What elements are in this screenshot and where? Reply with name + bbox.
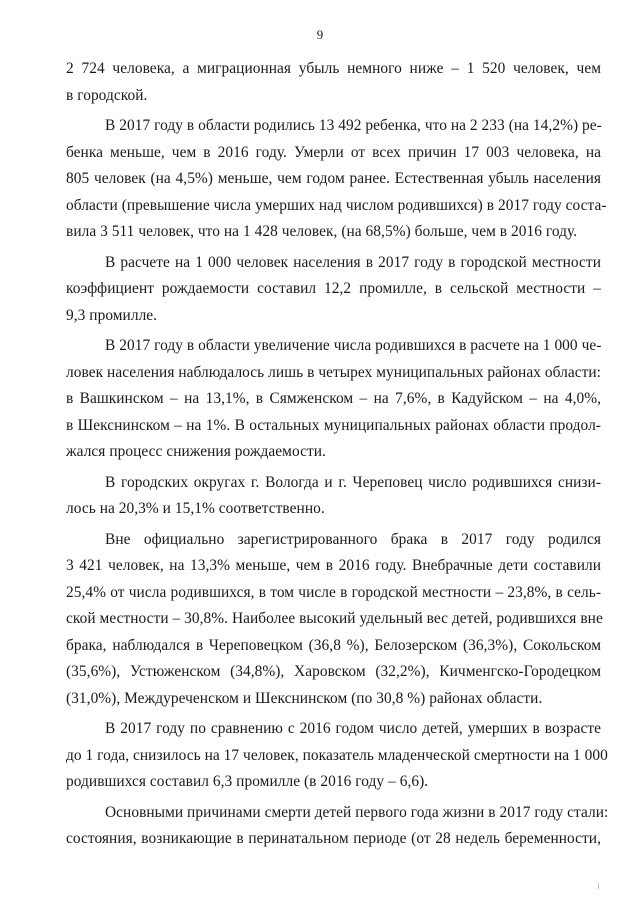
text-line: Основными причинами смерти детей первого года жизни в 2017 году стали: xyxy=(105,803,609,821)
text-line: В городских округах г. Вологда и г. Череповец число родившихся снизи- xyxy=(105,473,601,491)
paragraph xyxy=(66,333,601,466)
text-line: 3 421 человек, на 13,3% меньше, чем в 2016 году. Внебрачные дети составили xyxy=(66,557,601,574)
text-line: В 2017 году в области родились 13 492 ребенка, что на 2 233 (на 14,2%) ре- xyxy=(105,117,602,134)
text-line: области (превышение числа умерших над числом родившихся) в 2017 году соста- xyxy=(66,196,607,214)
paragraph xyxy=(66,56,601,109)
paragraph xyxy=(66,250,601,330)
text-line: в Шекснинском – на 1%. В остальных муниципальных районах области продол- xyxy=(66,416,601,434)
text-line: 9,3 промилле. xyxy=(66,306,158,324)
paragraph xyxy=(66,800,609,853)
text-line: Вне официально зарегистрированного брака в 2017 году родился xyxy=(105,530,601,548)
text-line: (35,6%), Устюженском (34,8%), Харовском (32,2%), Кичменгско-Городецком xyxy=(66,663,601,680)
text-line: состояния, возникающие в перинатальном периоде (от 28 недель беременности, xyxy=(66,830,601,847)
paragraph xyxy=(66,716,608,796)
text-line: ловек населения наблюдалось лишь в четырех муниципальных районах области: xyxy=(66,363,601,381)
text-line: брака, наблюдался в Череповецком (36,8 %), Белозерском (36,3%), Сокольском xyxy=(66,636,601,654)
text-line: ской местности – 30,8%. Наиболее высокий удельный вес детей, родившихся вне xyxy=(66,610,603,627)
text-line: жался процесс снижения рождаемости. xyxy=(66,443,326,460)
paragraph xyxy=(66,113,607,246)
text-line: 805 человек (на 4,5%) меньше, чем годом ранее. Естественная убыль населения xyxy=(66,170,601,187)
text-line: (31,0%), Междуреченском и Шекснинском (по 30,8 %) районах области. xyxy=(66,689,543,707)
text-line: в городской. xyxy=(66,86,148,104)
text-line: В 2017 году в области увеличение числа родившихся в расчете на 1 000 че- xyxy=(105,337,602,354)
text-line: лось на 20,3% и 15,1% соответственно. xyxy=(66,500,325,517)
text-line: бенка меньше, чем в 2016 году. Умерли от всех причин 17 003 человека, на xyxy=(66,143,601,161)
text-line: до 1 года, снизилось на 17 человек, показатель младенческой смертности на 1 000 xyxy=(66,746,608,764)
text-line: В расчете на 1 000 человек населения в 2017 году в городской местности xyxy=(105,253,601,271)
scan-edge-mark xyxy=(598,883,599,889)
text-line: 2 724 человека, а миграционная убыль немного ниже – 1 520 человек, чем xyxy=(66,60,601,77)
text-line: родившихся составил 6,3 промилле (в 2016 году – 6,6). xyxy=(66,773,429,790)
paragraph xyxy=(66,470,601,523)
document-body xyxy=(66,56,609,853)
text-line: В 2017 году по сравнению с 2016 годом число детей, умерших в возрасте xyxy=(105,720,601,737)
text-line: в Вашкинском – на 13,1%, в Сямженском – на 7,6%, в Кадуйском – на 4,0%, xyxy=(66,390,601,407)
text-line: 25,4% от числа родившихся, в том числе в городской местности – 23,8%, в сель- xyxy=(66,583,601,601)
paragraph xyxy=(66,527,601,713)
page-number: 9 xyxy=(316,27,324,42)
text-line: вила 3 511 человек, что на 1 428 человек, (на 68,5%) больше, чем в 2016 году. xyxy=(66,223,578,240)
text-line: коэффициент рождаемости составил 12,2 промилле, в сельской местности – xyxy=(66,280,601,297)
